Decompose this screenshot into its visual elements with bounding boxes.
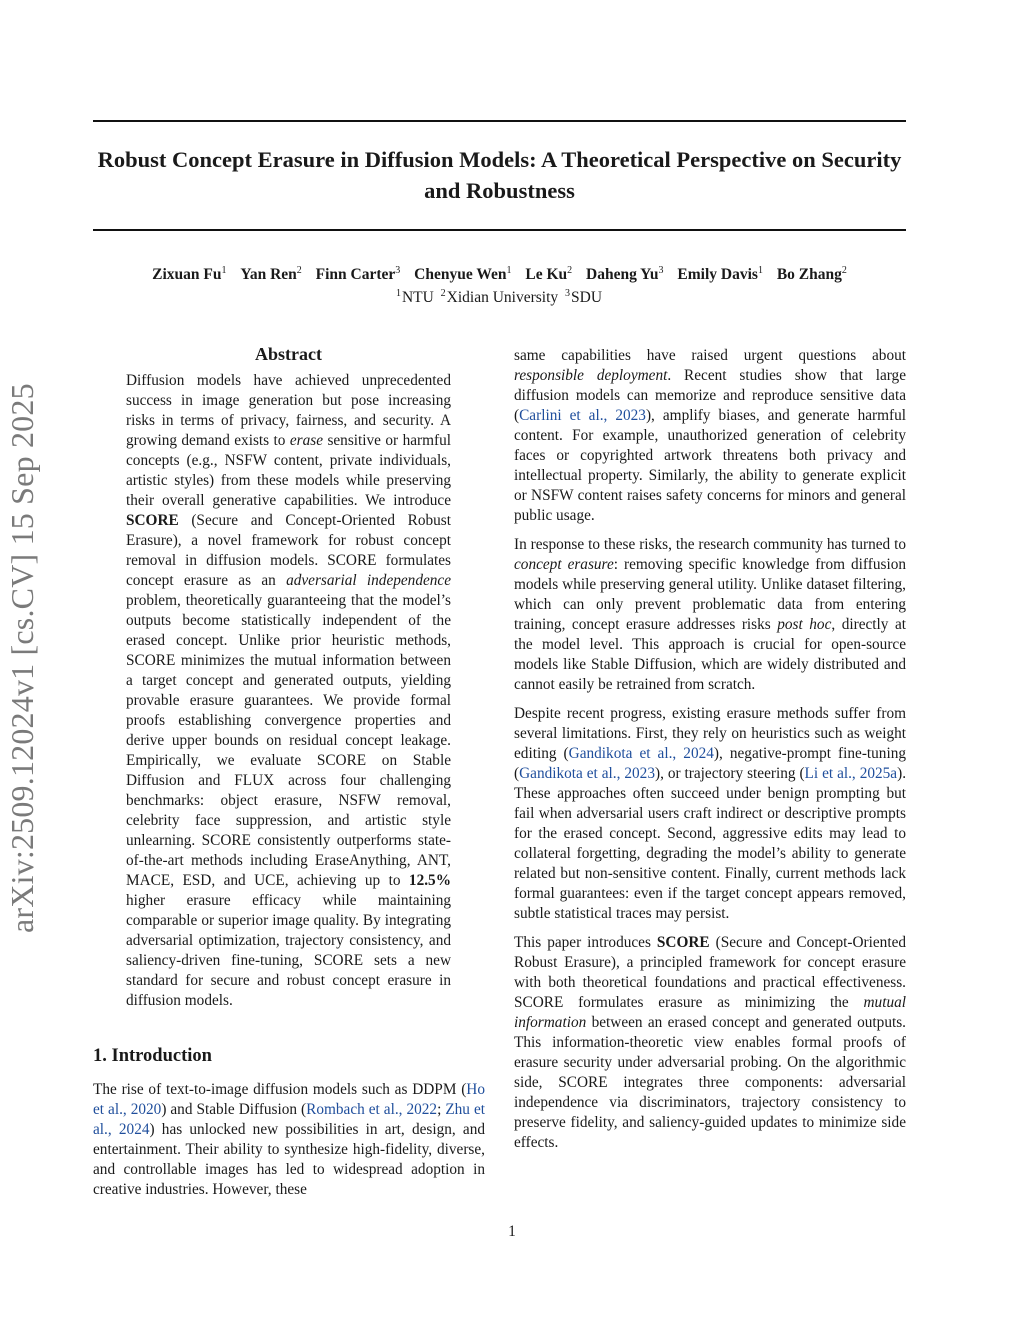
page-number: 1 — [508, 1223, 516, 1240]
arxiv-identifier-stamp[interactable]: arXiv:2509.12024v1 [cs.CV] 15 Sep 2025 — [4, 383, 40, 933]
citation-link[interactable]: Gandikota et al., 2023 — [519, 765, 655, 782]
citation-link[interactable]: Carlini et al., 2023 — [519, 407, 646, 424]
citation-link[interactable]: Li et al., 2025a — [804, 765, 898, 782]
author: Chenyue Wen$^1$ — [414, 265, 512, 284]
intro-paragraph-5: This paper introduces SCORE (Secure and Concept-Oriented Robust Erasure), a principled framework for concept erasure with both theoretical foundations and practical effectiveness. SCORE formulates erasure as minimizing the mutual information between an erased concept and generated outputs. This information-theoretic view enables formal proofs of erasure security under adversarial probing. On the algorithmic side, SCORE integrates three components: adversarial independence via discriminators, trajectory consistency to preserve fidelity, and saliency-guided updates to minimize side effects. — [514, 934, 907, 1151]
right-column — [514, 346, 906, 1162]
intro-paragraph-4: Despite recent progress, existing erasure methods suffer from several limitations. First, they rely on heuristics such as weight editing (Gandikota et al., 2024), negative-prompt fine-tuning (Gandikota et al., 2023), or trajectory steering (Li et al., 2025a). These approaches often succeed under benign prompting but fail when adversarial users craft indirect or descriptive prompts for the erased concept. Second, aggressive edits may lead to collateral forgetting, degrading the model’s ability to generate related but non-sensitive content. Finally, current methods lack formal guarantees: even if the target concept appears removed, subtle statistical traces may persist. — [514, 705, 907, 922]
citation-link[interactable]: Zhu et al., 2024 — [93, 1101, 485, 1138]
title-bottom-rule — [93, 229, 906, 231]
affiliation: $^2$Xidian University — [440, 288, 559, 307]
citation-link[interactable]: Gandikota et al., 2024 — [568, 745, 714, 762]
top-rule — [93, 120, 906, 122]
affiliations — [93, 288, 906, 307]
author: Zixuan Fu$^1$ — [152, 265, 227, 284]
citation-link[interactable]: Ho et al., 2020 — [93, 1081, 485, 1118]
author-list — [93, 265, 906, 284]
author: Bo Zhang$^2$ — [776, 265, 847, 284]
intro-paragraph-3: In response to these risks, the research community has turned to concept erasure: removing specific knowledge from diffusion models while preserving general utility. Unlike dataset filtering, which can only prevent problematic data from entering training, concept erasure addresses risks post hoc, directly at the model level. This approach is crucial for open-source models like Stable Diffusion, which are widely distributed and cannot easily be retrained from scratch. — [514, 536, 906, 693]
paper-title: Robust Concept Erasure in Diffusion Models: A Theoretical Perspective on Security and Robustness — [97, 147, 902, 203]
citation-link[interactable]: Rombach et al., 2022 — [306, 1101, 438, 1118]
abstract-text: Diffusion models have achieved unprecedented success in image generation but pose increasing risks in terms of privacy, fairness, and security. A growing demand exists to erase sensitive or harmful concepts (e.g., NSFW content, private individuals, artistic styles) from these models while preserving their overall generative capabilities. We introduce SCORE (Secure and Concept-Oriented Robust Erasure), a novel framework for robust concept removal in diffusion models. SCORE formulates concept erasure as an adversarial independence problem, theoretically guaranteeing that the model’s outputs become statistically independent of the erased concept. Unlike prior heuristic methods, SCORE minimizes the mutual information between a target concept and generated outputs, yielding provable erasure guarantees. We provide formal proofs establishing convergence properties and derive upper bounds on residual concept leakage. Empirically, we evaluate SCORE on Stable Diffusion and FLUX across four challenging benchmarks: object erasure, NSFW removal, celebrity face suppression, and artistic style unlearning. SCORE consistently outperforms state-of-the-art methods including EraseAnything, ANT, MACE, ESD, and UCE, achieving up to 12.5% higher erasure efficacy while maintaining comparable or superior image quality. By integrating adversarial optimization, trajectory consistency, and saliency-driven fine-tuning, SCORE sets a new standard for secure and robust concept erasure in diffusion models. — [126, 372, 451, 1009]
author: Emily Davis$^1$ — [677, 265, 763, 284]
section-heading-introduction: 1. Introduction — [93, 1046, 212, 1066]
intro-paragraph-1: The rise of text-to-image diffusion models such as DDPM (Ho et al., 2020) and Stable Diffusion (Rombach et al., 2022; Zhu et al., 2024) has unlocked new possibilities in art, design, and entertainment. Their ability to synthesize high-fidelity, diverse, and controllable images has led to widespread adoption in creative industries. However, these — [93, 1081, 486, 1198]
author: Daheng Yu$^3$ — [586, 265, 664, 284]
affiliation: $^3$SDU — [565, 288, 603, 307]
affiliation: $^1$NTU — [395, 288, 434, 307]
abstract-heading: Abstract — [255, 344, 322, 364]
author: Finn Carter$^3$ — [315, 265, 401, 284]
author: Le Ku$^2$ — [525, 265, 573, 284]
intro-paragraph-2: same capabilities have raised urgent questions about responsible deployment. Recent studies show that large diffusion models can memorize and reproduce sensitive data (Carlini et al., 2023), amplify biases, and generate harmful content. For example, unauthorized generation of celebrity faces or copyrighted artwork threatens both privacy and intellectual property. Similarly, the ability to generate explicit or NSFW content raises safety concerns for minors and general public usage. — [514, 347, 907, 524]
author: Yan Ren$^2$ — [240, 265, 302, 284]
